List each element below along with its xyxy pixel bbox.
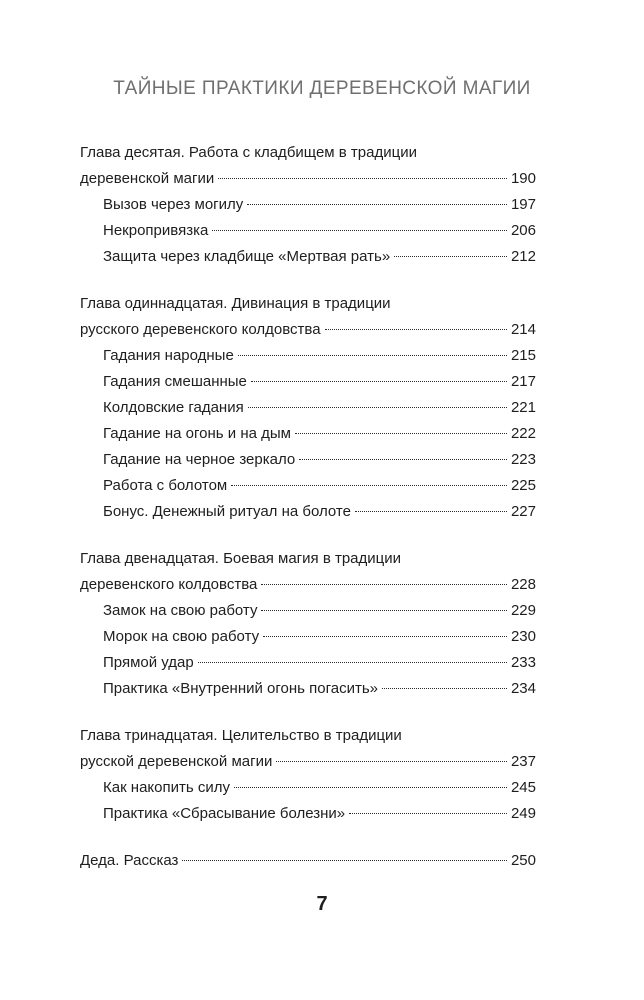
page-ref: 212 <box>510 248 536 265</box>
toc-subentry[interactable] <box>80 244 536 270</box>
subentry-title: Защита через кладбище «Мертвая рать» <box>103 248 391 265</box>
dot-leader <box>394 256 507 257</box>
dot-leader <box>182 860 507 861</box>
dot-leader <box>247 204 507 205</box>
subentry-title: Практика «Сбрасывание болезни» <box>103 805 346 822</box>
dot-leader <box>295 433 507 434</box>
dot-leader <box>299 459 507 460</box>
page-ref: 197 <box>510 196 536 213</box>
toc-subentry[interactable] <box>80 473 536 499</box>
chapter-title-line <box>80 291 536 317</box>
toc-subentry[interactable] <box>80 369 536 395</box>
dot-leader <box>355 511 507 512</box>
dot-leader <box>251 381 507 382</box>
toc-entry[interactable] <box>80 749 536 775</box>
toc-chapter-11 <box>80 291 536 525</box>
page-ref: 221 <box>510 399 536 416</box>
dot-leader <box>234 787 507 788</box>
page-ref: 233 <box>510 654 536 671</box>
toc-entry[interactable] <box>80 848 536 874</box>
dot-leader <box>198 662 507 663</box>
dot-leader <box>276 761 507 762</box>
dot-leader <box>238 355 507 356</box>
page-ref: 234 <box>510 680 536 697</box>
entry-title: Деда. Рассказ <box>80 852 179 869</box>
chapter-title-cont: деревенского колдовства <box>80 576 258 593</box>
dot-leader <box>248 407 507 408</box>
page-ref: 230 <box>510 628 536 645</box>
subentry-title: Гадание на огонь и на дым <box>103 425 291 442</box>
dot-leader <box>263 636 507 637</box>
toc-subentry[interactable] <box>80 395 536 421</box>
dot-leader <box>231 485 507 486</box>
subentry-title: Гадания смешанные <box>103 373 247 390</box>
subentry-title: Гадания народные <box>103 347 234 364</box>
page-ref: 249 <box>510 805 536 822</box>
dot-leader <box>261 584 507 585</box>
toc-subentry[interactable] <box>80 499 536 525</box>
page-number: 7 <box>316 893 328 915</box>
chapter-title-line <box>80 546 536 572</box>
chapter-title: Глава тринадцатая. Целительство в традиции <box>80 727 402 744</box>
toc-chapter-10 <box>80 140 536 270</box>
toc-subentry[interactable] <box>80 218 536 244</box>
toc-entry[interactable] <box>80 317 536 343</box>
subentry-title: Практика «Внутренний огонь погасить» <box>103 680 378 697</box>
toc-subentry[interactable] <box>80 650 536 676</box>
dot-leader <box>325 329 507 330</box>
chapter-title-cont: русского деревенского колдовства <box>80 321 321 338</box>
subentry-title: Гадание на черное зеркало <box>103 451 296 468</box>
chapter-title-cont: деревенской магии <box>80 170 215 187</box>
dot-leader <box>261 610 507 611</box>
page-ref: 222 <box>510 425 536 442</box>
page-ref: 225 <box>510 477 536 494</box>
toc-subentry[interactable] <box>80 192 536 218</box>
toc-subentry[interactable] <box>80 343 536 369</box>
toc-subentry[interactable] <box>80 624 536 650</box>
toc-subentry[interactable] <box>80 801 536 827</box>
page-ref: 215 <box>510 347 536 364</box>
page-ref: 190 <box>510 170 536 187</box>
page-ref: 229 <box>510 602 536 619</box>
page-ref: 227 <box>510 503 536 520</box>
dot-leader <box>218 178 507 179</box>
toc-subentry[interactable] <box>80 447 536 473</box>
toc-subentry[interactable] <box>80 598 536 624</box>
toc-story <box>80 848 536 874</box>
toc-entry[interactable] <box>80 166 536 192</box>
dot-leader <box>349 813 507 814</box>
subentry-title: Морок на свою работу <box>103 628 260 645</box>
subentry-title: Вызов через могилу <box>103 196 244 213</box>
chapter-title: Глава одиннадцатая. Дивинация в традиции <box>80 295 391 312</box>
running-title: ТАЙНЫЕ ПРАКТИКИ ДЕРЕВЕНСКОЙ МАГИИ <box>113 78 531 99</box>
dot-leader <box>212 230 507 231</box>
chapter-title: Глава двенадцатая. Боевая магия в традиции <box>80 550 401 567</box>
toc-subentry[interactable] <box>80 676 536 702</box>
page-ref: 228 <box>510 576 536 593</box>
chapter-title-line <box>80 723 536 749</box>
subentry-title: Работа с болотом <box>103 477 228 494</box>
chapter-title: Глава десятая. Работа с кладбищем в традиции <box>80 144 417 161</box>
table-of-contents <box>80 140 536 895</box>
toc-subentry[interactable] <box>80 421 536 447</box>
subentry-title: Бонус. Денежный ритуал на болоте <box>103 503 351 520</box>
page-ref: 245 <box>510 779 536 796</box>
toc-subentry[interactable] <box>80 775 536 801</box>
subentry-title: Как накопить силу <box>103 779 230 796</box>
subentry-title: Некропривязка <box>103 222 209 239</box>
toc-entry[interactable] <box>80 572 536 598</box>
page-ref: 250 <box>510 852 536 869</box>
toc-chapter-13 <box>80 723 536 827</box>
page-ref: 206 <box>510 222 536 239</box>
subentry-title: Колдовские гадания <box>103 399 244 416</box>
chapter-title-line <box>80 140 536 166</box>
subentry-title: Замок на свою работу <box>103 602 258 619</box>
page-ref: 214 <box>510 321 536 338</box>
chapter-title-cont: русской деревенской магии <box>80 753 273 770</box>
subentry-title: Прямой удар <box>103 654 194 671</box>
dot-leader <box>382 688 507 689</box>
toc-chapter-12 <box>80 546 536 702</box>
page-ref: 223 <box>510 451 536 468</box>
page-ref: 217 <box>510 373 536 390</box>
page-ref: 237 <box>510 753 536 770</box>
